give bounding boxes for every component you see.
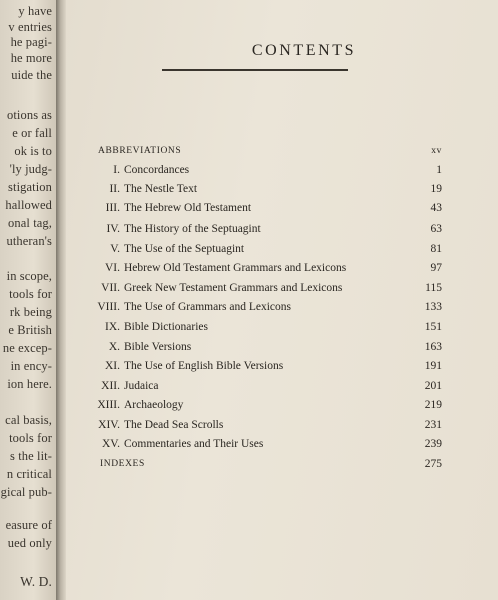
page-number: 151 (424, 321, 442, 333)
page-number: 63 (430, 223, 442, 235)
chapter-title: The Use of the Septuagint (124, 243, 245, 255)
contents-heading: CONTENTS (251, 42, 357, 59)
toc-entry (66, 259, 442, 277)
toc-entry (66, 357, 442, 375)
chapter-number: III. (105, 202, 120, 214)
left-page-line: tools for (9, 431, 52, 445)
chapter-title: Bible Versions (124, 341, 192, 353)
toc-entry (66, 416, 442, 434)
right-page (66, 0, 498, 600)
chapter-number: VIII. (97, 301, 120, 313)
chapter-title: The History of the Septuagint (124, 223, 261, 235)
left-page-line: ok is to (14, 144, 52, 158)
page-number: 43 (430, 202, 442, 214)
toc-entry (66, 240, 442, 258)
toc-entry (66, 455, 442, 473)
left-page-line: in scope, (6, 269, 52, 283)
page-number: 219 (424, 399, 442, 411)
toc-entry (66, 318, 442, 336)
left-page-line: hallowed (5, 198, 52, 212)
page-number: 1 (436, 164, 442, 176)
left-page-line: s the lit- (10, 449, 52, 463)
chapter-title: Greek New Testament Grammars and Lexicons (124, 282, 343, 294)
chapter-title: Bible Dictionaries (124, 321, 208, 333)
chapter-number: IV. (106, 223, 120, 235)
chapter-title: ABBREVIATIONS (98, 146, 182, 156)
chapter-number: XII. (101, 380, 120, 392)
toc-entry (66, 279, 442, 297)
toc-entry (66, 298, 442, 316)
left-page-line: he more (10, 51, 52, 65)
toc-entry (66, 338, 442, 356)
toc-entry (66, 180, 442, 198)
chapter-title: Archaeology (124, 399, 184, 411)
page-number: 115 (425, 282, 442, 294)
page-number: 163 (424, 341, 442, 353)
chapter-number: XV. (101, 438, 120, 450)
chapter-number: I. (113, 164, 120, 176)
toc-entry (66, 377, 442, 395)
left-page-line: utheran's (6, 234, 52, 248)
chapter-number: V. (110, 243, 120, 255)
left-page-line: in ency- (10, 359, 52, 373)
chapter-title: Hebrew Old Testament Grammars and Lexicons (124, 262, 347, 274)
page-number: 275 (424, 458, 442, 470)
chapter-number: VII. (101, 282, 120, 294)
left-page-line: 'ly judg- (9, 162, 52, 176)
chapter-number: XIII. (97, 399, 120, 411)
chapter-number: X. (108, 341, 120, 353)
left-page-line: uide the (11, 68, 52, 82)
page-number: 239 (424, 438, 442, 450)
left-page-line: ued only (7, 536, 52, 550)
left-page-line: tools for (9, 287, 52, 301)
chapter-title: The Use of English Bible Versions (124, 360, 284, 372)
toc-entry (66, 435, 442, 453)
toc-entry (66, 142, 442, 160)
left-page-line: ion here. (7, 377, 52, 391)
page-number: 19 (430, 183, 442, 195)
chapter-title: INDEXES (100, 459, 145, 469)
left-page-line: cal basis, (5, 413, 52, 427)
page-number: 97 (430, 262, 442, 274)
toc-entry (66, 161, 442, 179)
left-page-line: easure of (5, 518, 52, 532)
chapter-title: Judaica (124, 380, 159, 392)
heading-rule (162, 69, 348, 71)
chapter-title: The Use of Grammars and Lexicons (124, 301, 292, 313)
book-gutter (56, 0, 66, 600)
chapter-title: Concordances (124, 164, 190, 176)
left-page-line: e or fall (12, 126, 52, 140)
page-number: 81 (430, 243, 442, 255)
page-number: 201 (424, 380, 442, 392)
left-page-line: he pagi- (10, 35, 52, 49)
chapter-title: The Dead Sea Scrolls (124, 419, 224, 431)
left-page-line: otions as (7, 108, 52, 122)
toc-entry (66, 396, 442, 414)
left-page-line: onal tag, (8, 216, 52, 230)
chapter-title: The Nestle Text (124, 183, 198, 195)
left-page-line: stigation (8, 180, 52, 194)
left-page-line: W. D. (20, 574, 52, 589)
page-number: 231 (424, 419, 442, 431)
page-number: xv (431, 146, 442, 156)
toc-entry (66, 199, 442, 217)
chapter-number: VI. (104, 262, 120, 274)
chapter-title: The Hebrew Old Testament (124, 202, 252, 214)
toc-entry (66, 220, 442, 238)
chapter-title: Commentaries and Their Uses (124, 438, 264, 450)
left-page-line: y have (18, 4, 52, 18)
chapter-number: XI. (104, 360, 120, 372)
left-page-line: ne excep- (2, 341, 52, 355)
chapter-number: II. (109, 183, 120, 195)
page-number: 133 (424, 301, 442, 313)
chapter-number: IX. (104, 321, 120, 333)
chapter-number: XIV. (98, 419, 120, 431)
left-page-line: v entries (8, 20, 52, 34)
left-page (0, 0, 56, 600)
page-number: 191 (424, 360, 442, 372)
left-page-line: gical pub- (0, 485, 52, 499)
left-page-line: n critical (6, 467, 52, 481)
left-page-line: e British (8, 323, 52, 337)
left-page-line: rk being (9, 305, 52, 319)
